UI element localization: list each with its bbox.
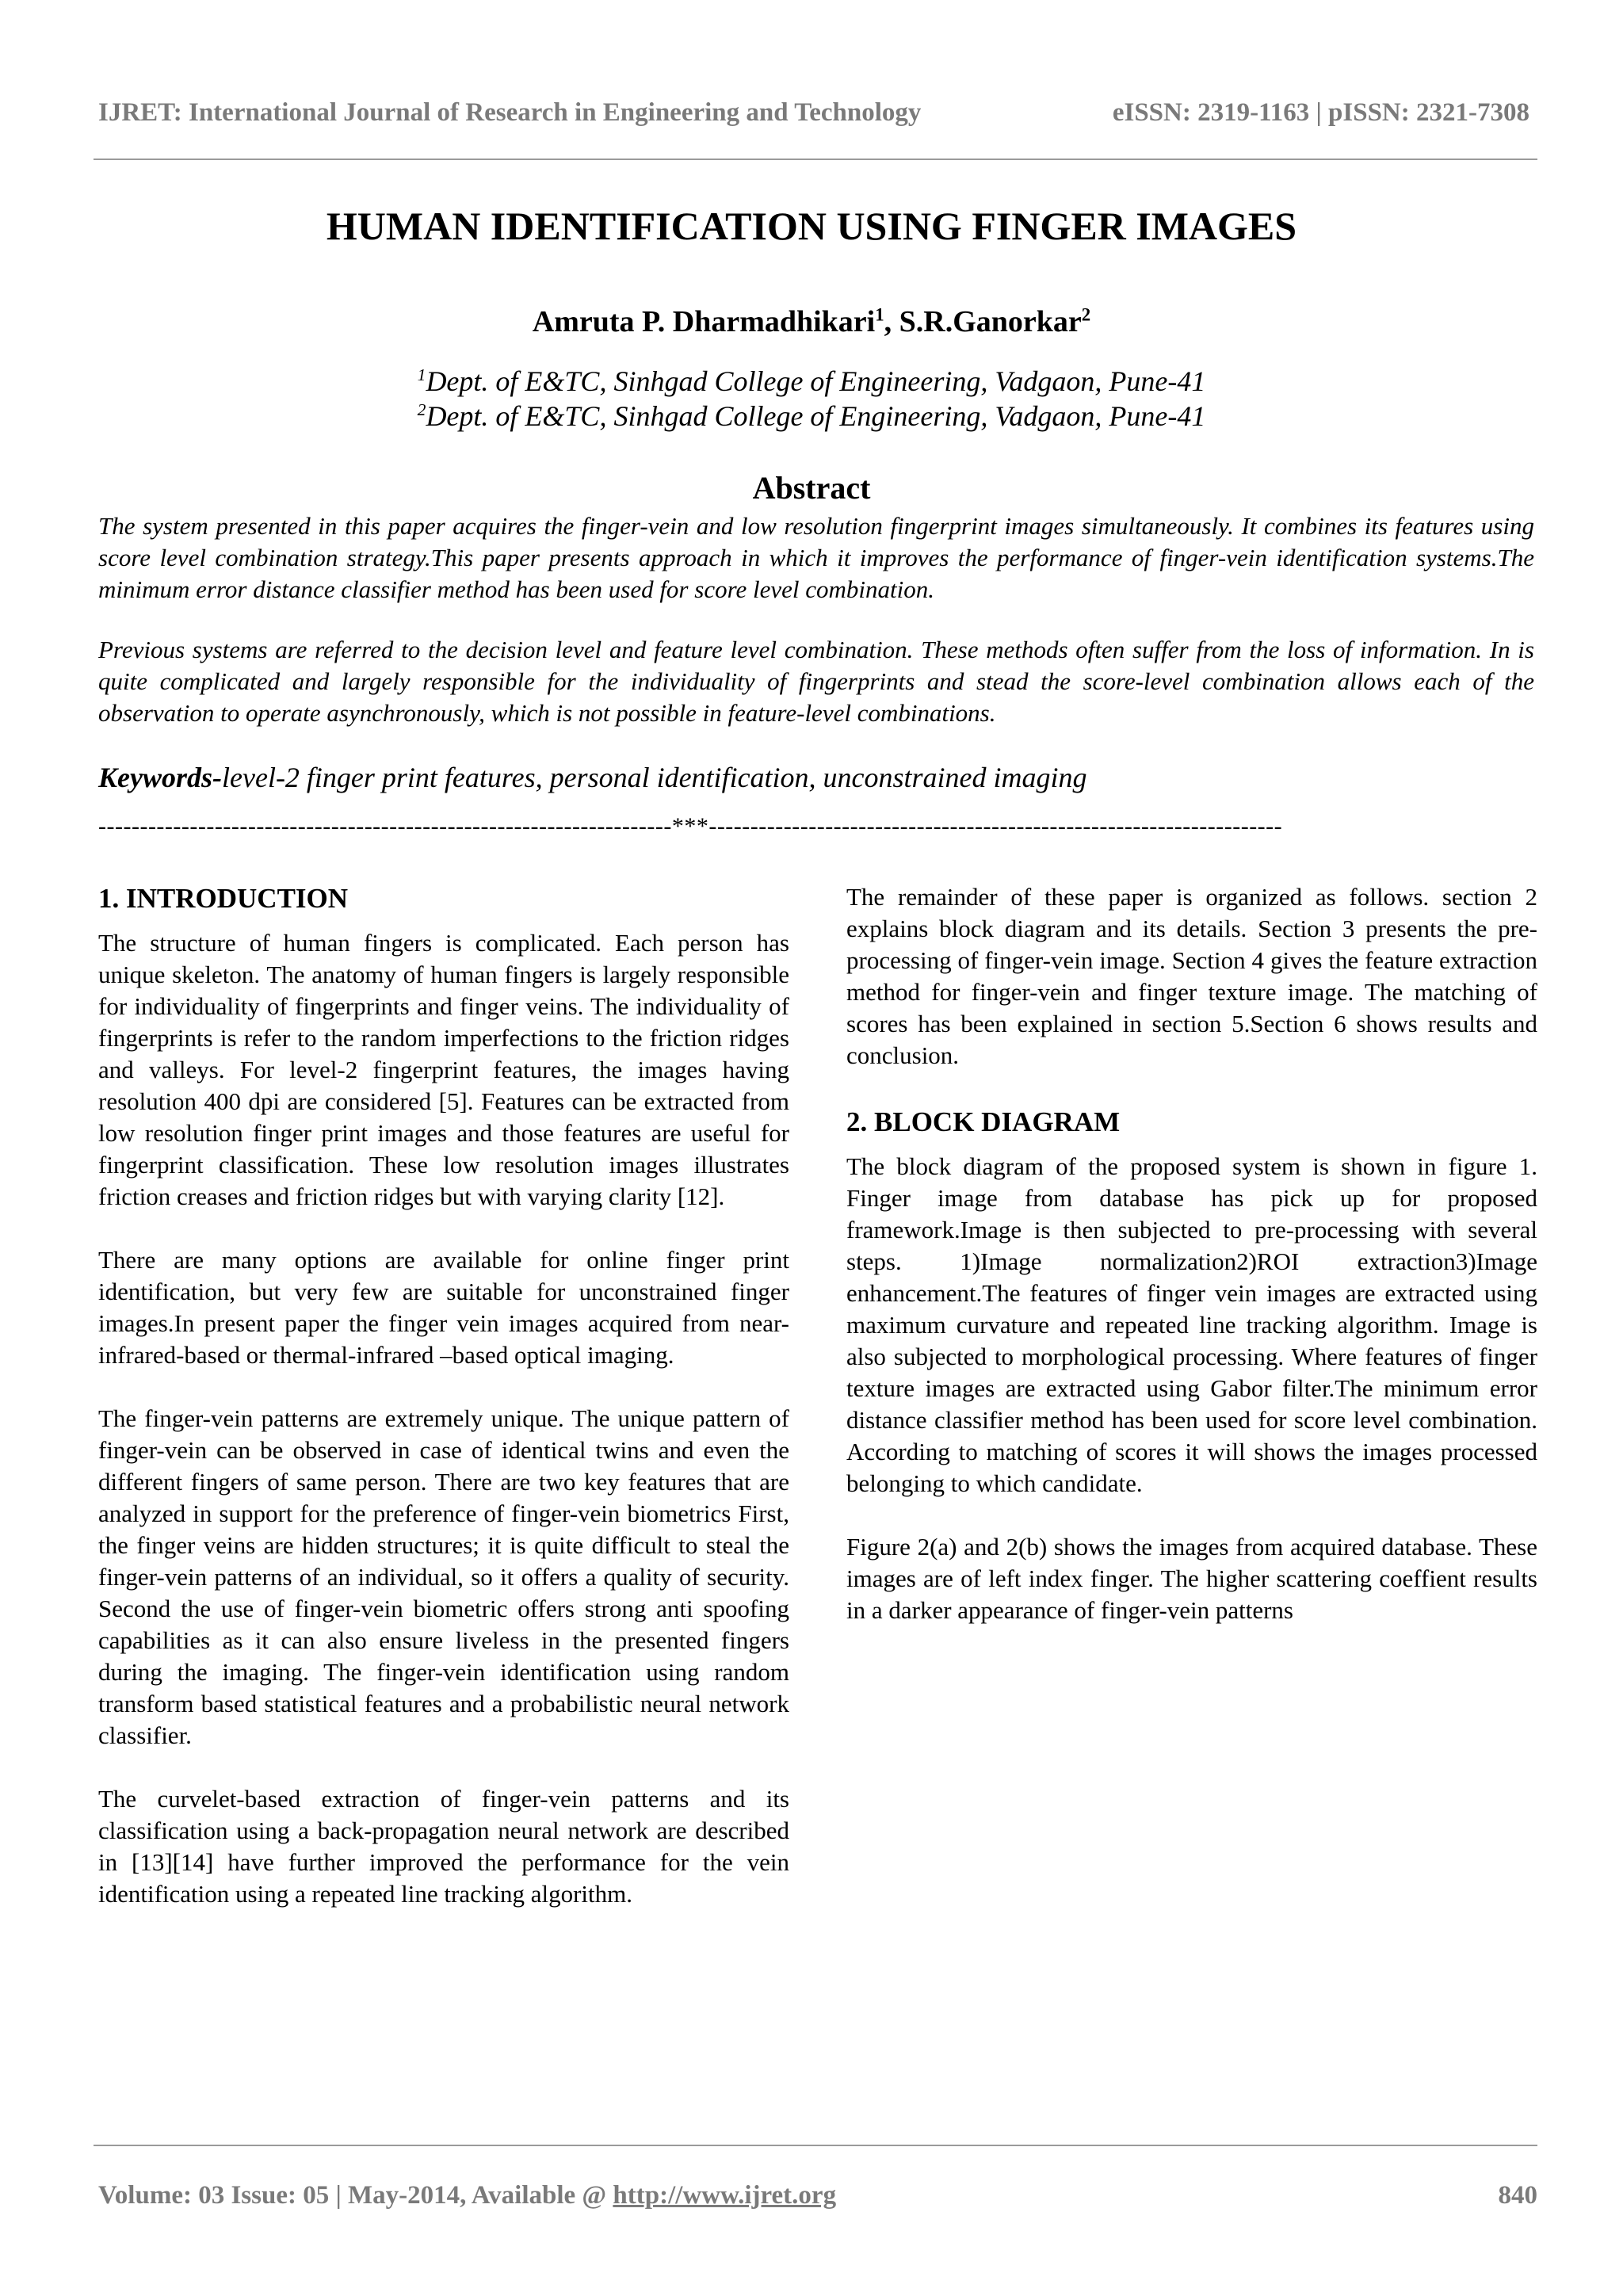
author-2: S.R.Ganorkar bbox=[899, 305, 1082, 338]
footer-volume bbox=[98, 2181, 836, 2210]
author-separator: , bbox=[884, 305, 899, 338]
block-paragraph-1: The block diagram of the proposed system is shown in figure 1. Finger image from database has pick up for proposed framework.Image is then subjected to pre-processing with several steps. 1)Image normalization2)ROI extraction3)Image enhancement.The features of finger vein images are extracted using maximum curvature and repeated line tracking algorithm. Image is also subjected to morphological processing. Where features of finger texture images are extracted using Gabor filter.The minimum error distance classifier method has been used for score level combination. According to matching of scores it will shows the images processed belonging to which candidate. bbox=[846, 1152, 1537, 1497]
abstract-paragraph-1: The system presented in this paper acquires the finger-vein and low resolution fingerprint images simultaneously. It combines its features using score level combination strategy.This paper presents approach in which it improves the performance of finger-vein identification systems.The minimum error distance classifier method has been used for score level combination. bbox=[98, 512, 1534, 603]
footer-rule bbox=[94, 2145, 1537, 2146]
intro-paragraph-4: The curvelet-based extraction of finger-vein patterns and its classification using a back-propagation neural network are described in [13][14] have further improved the performance for the vein identification using a repeated line tracking algorithm. bbox=[98, 1785, 789, 1908]
keywords-label: Keywords- bbox=[98, 762, 222, 793]
intro-paragraph-3: The finger-vein patterns are extremely unique. The unique pattern of finger-vein can be observed in case of identical twins and even the different fingers of same person. There are two key features that are analyzed in support for the preference of finger-vein biometrics First, the finger veins are hidden structures; it is quite difficult to steal the finger-vein patterns of an individual, so it offers a quality of security. Second the use of finger-vein biometric offers strong anti spoofing capabilities as it can also ensure liveless in the presented fingers during the imaging. The finger-vein identification using random transform based statistical features and a probabilistic neural network classifier. bbox=[98, 1404, 789, 1749]
author-1: Amruta P. Dharmadhikari bbox=[532, 305, 876, 338]
affiliation-1 bbox=[0, 365, 1623, 398]
section-divider: ---------------------------------------------------------------------***--------------------------------------------------------------------- bbox=[98, 813, 1283, 839]
affiliation-1-sup: 1 bbox=[417, 365, 426, 384]
issn-text: eISSN: 2319-1163 | pISSN: 2321-7308 bbox=[1112, 98, 1529, 127]
block-diagram-heading: 2. BLOCK DIAGRAM bbox=[846, 1106, 1121, 1137]
paper-title: HUMAN IDENTIFICATION USING FINGER IMAGES bbox=[326, 204, 1297, 248]
running-header bbox=[98, 98, 1529, 128]
block-paragraph-2: Figure 2(a) and 2(b) shows the images from acquired database. These images are of left index finger. The higher scattering coeffient results in a darker appearance of finger-vein patterns bbox=[846, 1533, 1537, 1624]
abstract-heading: Abstract bbox=[752, 470, 871, 506]
keywords-line bbox=[98, 761, 1534, 794]
intro-heading: 1. INTRODUCTION bbox=[98, 883, 349, 914]
affiliation-2-text: Dept. of E&TC, Sinhgad College of Engineering, Vadgaon, Pune-41 bbox=[426, 400, 1206, 432]
intro-paragraph-2: There are many options are available for online finger print identification, but very few are suitable for unconstrained finger images.In present paper the finger vein images acquired from near-infrared-based or thermal-infrared –based optical imaging. bbox=[98, 1246, 789, 1369]
running-footer bbox=[98, 2181, 1537, 2210]
keywords-text: level-2 finger print features, personal identification, unconstrained imaging bbox=[222, 762, 1087, 793]
outline-paragraph: The remainder of these paper is organized as follows. section 2 explains block diagram and its details. Section 3 presents the pre-processing of finger-vein image. Section 4 gives the feature extraction method for finger-vein and finger texture image. The matching of scores has been explained in section 5.Section 6 shows results and conclusion. bbox=[846, 883, 1537, 1069]
left-column bbox=[98, 880, 789, 1942]
affiliation-2 bbox=[0, 399, 1623, 433]
intro-paragraph-1: The structure of human fingers is complicated. Each person has unique skeleton. The anatomy of human fingers is largely responsible for individuality of fingerprints and finger veins. The individuality of fingerprints is refer to the random imperfections to the friction ridges and valleys. For level-2 fingerprint features, the images having resolution 400 dpi are considered [5]. Features can be extracted from low resolution finger print images and those features are useful for fingerprint classification. These low resolution images illustrates friction creases and friction ridges but with varying clarity [12]. bbox=[98, 929, 789, 1210]
author-1-sup: 1 bbox=[875, 304, 884, 325]
journal-link[interactable]: http://www.ijret.org bbox=[613, 2181, 837, 2210]
affiliation-2-sup: 2 bbox=[417, 400, 426, 419]
author-2-sup: 2 bbox=[1081, 304, 1091, 325]
page-number: 840 bbox=[1498, 2181, 1537, 2210]
journal-name: IJRET: International Journal of Research in Engineering and Technology bbox=[98, 98, 922, 127]
header-rule bbox=[94, 159, 1537, 160]
affiliation-1-text: Dept. of E&TC, Sinhgad College of Engineering, Vadgaon, Pune-41 bbox=[426, 365, 1206, 397]
footer-volume-text: Volume: 03 Issue: 05 | May-2014, Available @ bbox=[98, 2181, 613, 2210]
right-column bbox=[846, 881, 1537, 1658]
abstract-paragraph-2: Previous systems are referred to the decision level and feature level combination. These methods often suffer from the loss of information. In is quite complicated and largely responsible for the individuality of fingerprints and stead the score-level combination allows each of the observation to operate asynchronously, which is not possible in feature-level combinations. bbox=[98, 636, 1534, 727]
author-line bbox=[0, 304, 1623, 339]
